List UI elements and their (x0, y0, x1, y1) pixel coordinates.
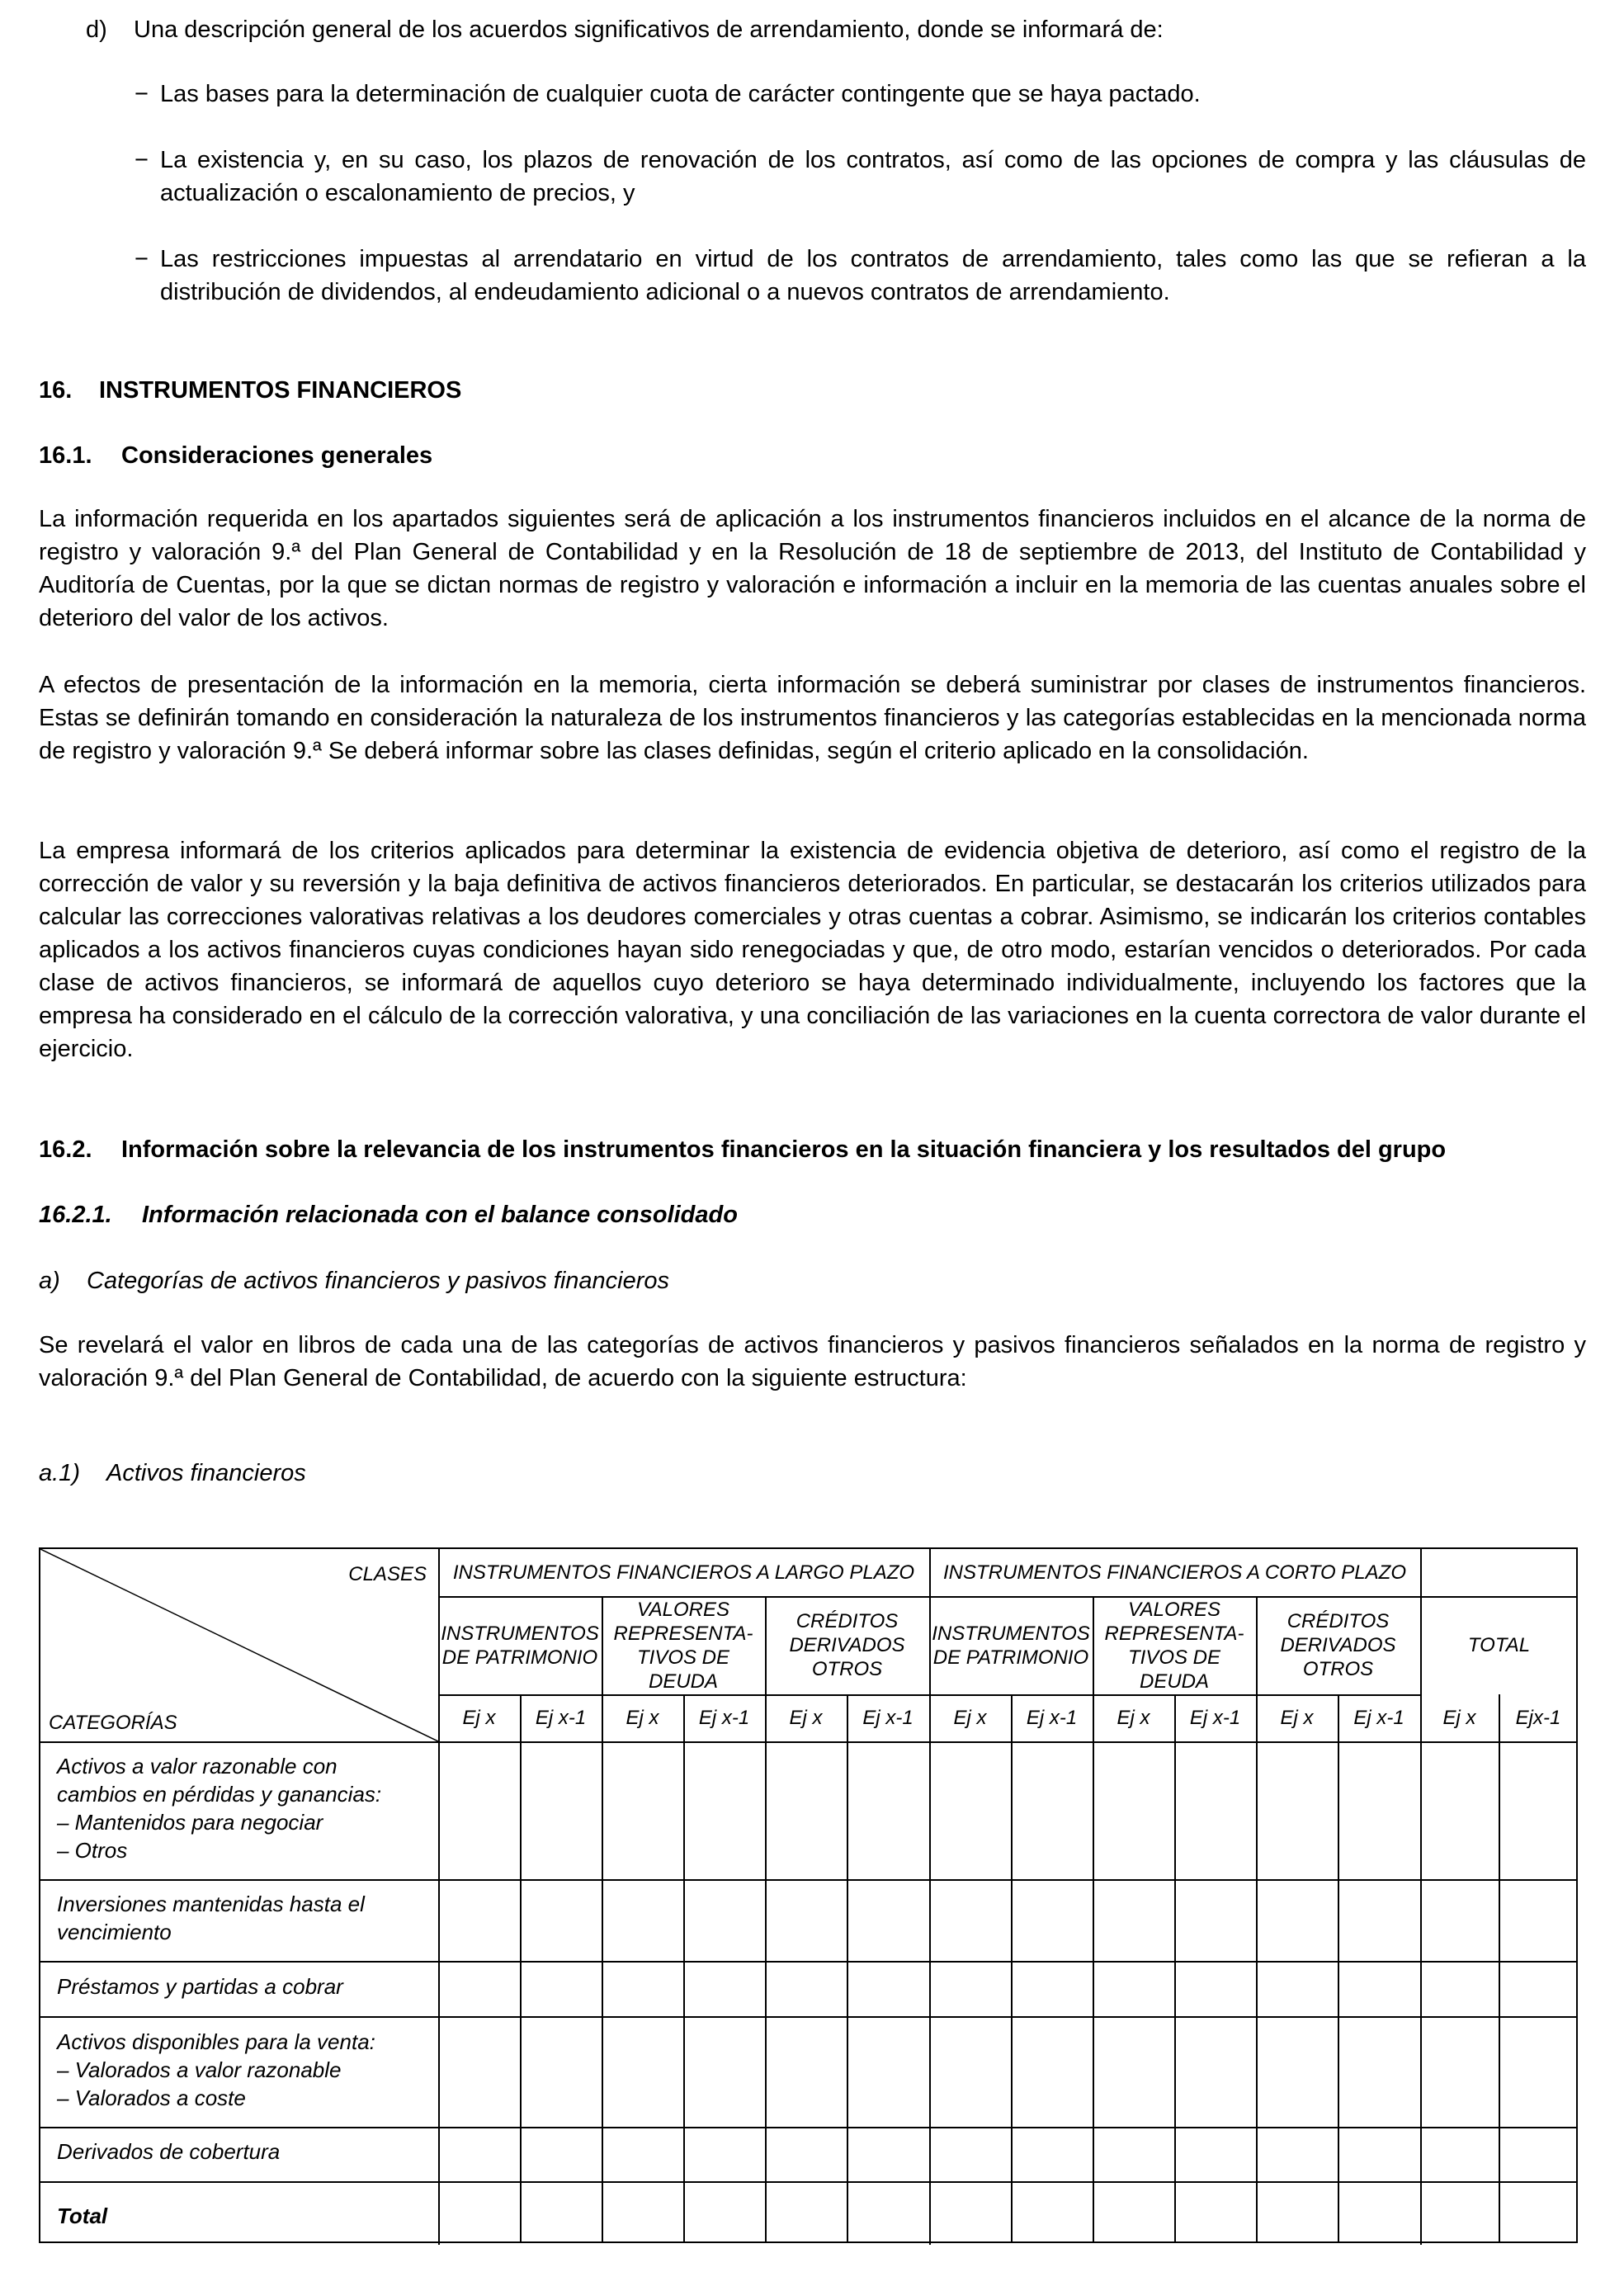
paragraph: La empresa informará de los criterios aplicados para determinar la existencia de evidencia objetiva de deterioro, así como el registro de la corrección de valor y su reversión y la baja definitiva de activos financieros deteriorados. En particular, se destacarán los criterios utilizados para calcular las correcciones valorativas relativas a los deudores comerciales y otras cuentas a cobrar. Asimismo, se indicarán los criterios contables aplicados a los activos financieros cuyas condiciones hayan sido renegociadas y que, de otro modo, estarían vencidos o deteriorados. Por cada clase de activos financieros, se informará de aquellos cuyo deterioro se haya determinado individualmente, incluyendo los factores que la empresa ha considerado en el cálculo de la corrección valorativa, y una conciliación de las variaciones en la cuenta correctora de valor durante el ejercicio. (39, 838, 1586, 1062)
section-title: Consideraciones generales (121, 442, 433, 469)
subsection-title: Categorías de activos financieros y pasivos financieros (87, 1268, 670, 1294)
subsection-title: Activos financieros (106, 1460, 306, 1486)
year-label: Ej x (789, 1707, 823, 1729)
section-heading-16-1 (39, 439, 432, 472)
subheader-line: INSTRUMENTOS (932, 1622, 1090, 1645)
grid-line (1420, 1549, 1422, 2245)
row-label-total (57, 2202, 107, 2230)
subheader-line: DE PATRIMONIO (441, 1646, 598, 1669)
row-label-line: Activos disponibles para la venta: (57, 2029, 375, 2054)
grid-line (520, 1694, 522, 2243)
row-label-line: – Valorados a coste (57, 2086, 246, 2110)
grid-line (40, 2181, 1578, 2183)
subheader-line: TIVOS DE DEUDA (1127, 1646, 1221, 1693)
paragraph: Se revelará el valor en libros de cada una de las categorías de activos financieros y pasivos financieros señalados en la norma de registro y valoración 9.ª del Plan General de Contabilidad, de acuerdo con la siguiente estructura: (39, 1332, 1586, 1391)
group-header-short-term: INSTRUMENTOS FINANCIEROS A CORTO PLAZO (943, 1561, 1406, 1584)
subheader-line: TIVOS DE DEUDA (636, 1646, 730, 1693)
year-label: Ej x-1 (1353, 1707, 1404, 1729)
section-heading-16-2-1 (39, 1198, 738, 1231)
subheader-line: REPRESENTA- (1104, 1622, 1244, 1645)
grid-line (683, 1694, 685, 2243)
section-number: 16. (39, 377, 73, 404)
subheader-creditos (1256, 1596, 1420, 1694)
paragraph: A efectos de presentación de la información en la memoria, cierta información se deberá suministrar por clases de instrumentos financieros. Estas se definirán tomando en consideración la naturaleza de los instrumentos financieros y las categorías establecidas en la mencionada norma de registro y valoración 9.ª Se deberá informar sobre las clases definidas, según el criterio aplicado en la consolidación. (39, 672, 1586, 764)
grid-line (438, 1596, 1578, 1598)
dash-mark: − (135, 147, 149, 173)
section-number: 16.1. (39, 442, 92, 469)
row-label-line: Inversiones mantenidas hasta el (57, 1892, 365, 1916)
corner-categorias-label: CATEGORÍAS (49, 1711, 177, 1734)
year-label: Ej x (953, 1707, 987, 1729)
list-text: Una descripción general de los acuerdos significativos de arrendamiento, donde se informará de: (134, 17, 1164, 43)
row-label-line: vencimiento (57, 1920, 172, 1944)
row-label-line: Derivados de cobertura (57, 2139, 281, 2164)
row-label-line: Total (57, 2204, 108, 2228)
subheader-patrimonio (438, 1596, 602, 1694)
subheader-line: INSTRUMENTOS (441, 1622, 599, 1645)
year-label: Ej x (1280, 1707, 1314, 1729)
dash-item (135, 243, 1586, 309)
subheader-line: DERIVADOS (789, 1634, 905, 1656)
dash-mark: − (135, 246, 149, 272)
subheader-line: REPRESENTA- (613, 1622, 753, 1645)
subheader-valores (602, 1596, 765, 1694)
subheader-valores (1093, 1596, 1256, 1694)
dash-item (135, 144, 1586, 210)
year-label: Ej x (626, 1707, 659, 1729)
subsection-label: a) (39, 1268, 60, 1294)
grid-line (1093, 1596, 1094, 2243)
subsection-label: a.1) (39, 1460, 80, 1486)
list-label: d) (86, 17, 107, 43)
year-label: Ej x (1116, 1707, 1150, 1729)
subheader-line: VALORES (1127, 1598, 1221, 1621)
dash-item (135, 78, 1586, 111)
grid-line (847, 1694, 848, 2243)
grid-line (929, 1549, 931, 2245)
year-label: Ej x-1 (1026, 1707, 1078, 1729)
grid-line (602, 1596, 603, 2243)
row-label-hedging-derivatives (57, 2137, 280, 2166)
section-number: 16.2. (39, 1136, 92, 1163)
section-title: Información sobre la relevancia de los instrumentos financieros en la situación financiera y los resultados del grupo (121, 1136, 1447, 1163)
grid-line (40, 1961, 1578, 1963)
subheader-line: DERIVADOS (1280, 1634, 1396, 1656)
subheader-line: CRÉDITOS (795, 1610, 899, 1632)
year-label: Ej x-1 (862, 1707, 914, 1729)
grid-line (1174, 1694, 1176, 2243)
grid-line (40, 1741, 1578, 1743)
total-header: TOTAL (1467, 1634, 1531, 1656)
subheader-patrimonio (929, 1596, 1093, 1694)
section-title: INSTRUMENTOS FINANCIEROS (99, 377, 462, 404)
year-label: Ej x (1442, 1707, 1476, 1729)
grid-line (1011, 1694, 1013, 2243)
year-label: Ej x (462, 1707, 496, 1729)
subheader-line: VALORES (636, 1598, 730, 1621)
corner-clases-label: CLASES (348, 1562, 427, 1585)
row-label-line: – Otros (57, 1838, 128, 1863)
grid-line (765, 1596, 767, 2243)
row-label-line: Préstamos y partidas a cobrar (57, 1974, 343, 1999)
subheader-line: CRÉDITOS (1286, 1610, 1390, 1632)
grid-line (40, 2127, 1578, 2128)
year-label: Ej x-1 (1189, 1707, 1241, 1729)
row-label-line: cambios en pérdidas y ganancias: (57, 1782, 382, 1807)
dash-text: Las restricciones impuestas al arrendatario en virtud de los contratos de arrendamiento, tales como las que se refieran a la distribución de dividendos, al endeudamiento adicional o a nuevos contratos de arrendamiento. (160, 246, 1586, 305)
section-heading-16 (39, 374, 461, 407)
row-label-line: – Mantenidos para negociar (57, 1810, 323, 1835)
subheader-line: OTROS (811, 1658, 883, 1680)
subheader-creditos (765, 1596, 929, 1694)
dash-text: Las bases para la determinación de cualquier cuota de carácter contingente que se haya pactado. (160, 81, 1201, 107)
grid-line (1256, 1596, 1258, 2243)
subheader-line: OTROS (1302, 1658, 1374, 1680)
section-title: Información relacionada con el balance consolidado (142, 1202, 738, 1228)
financial-assets-table (39, 1547, 1578, 2243)
grid-line (438, 1549, 440, 2245)
paragraph: La información requerida en los apartados siguientes será de aplicación a los instrumentos financieros incluidos en el alcance de la norma de registro y valoración 9.ª del Plan General de Contabilidad y en la Resolución de 18 de septiembre de 2013, del Instituto de Contabilidad y Auditoría de Cuentas, por la que se dictan normas de registro y valoración e información a incluir en la memoria de las cuentas anuales sobre el deterioro del valor de los activos. (39, 506, 1586, 631)
subheader-line: DE PATRIMONIO (932, 1646, 1089, 1669)
grid-line (1338, 1694, 1339, 2243)
row-label-line: – Valorados a valor razonable (57, 2057, 342, 2082)
subsection-heading-a (39, 1264, 669, 1297)
group-header-long-term: INSTRUMENTOS FINANCIEROS A LARGO PLAZO (452, 1561, 915, 1584)
year-label: Ej x-1 (698, 1707, 750, 1729)
row-label-loans-receivables (57, 1972, 343, 2000)
grid-line (40, 2016, 1578, 2018)
subsection-heading-a1 (39, 1457, 306, 1490)
section-heading-16-2 (39, 1133, 1446, 1166)
grid-line (1499, 1694, 1500, 2243)
section-number: 16.2.1. (39, 1202, 112, 1228)
row-label-held-to-maturity (57, 1890, 365, 1946)
dash-text: La existencia y, en su caso, los plazos de renovación de los contratos, así como de las opciones de compra y las cláusulas de actualización o escalonamiento de precios, y (160, 147, 1586, 206)
dash-mark: − (135, 81, 149, 107)
year-label: Ejx-1 (1515, 1707, 1561, 1729)
row-label-available-for-sale (57, 2028, 375, 2112)
row-label-fair-value (57, 1752, 381, 1864)
grid-line (40, 1879, 1578, 1881)
row-label-line: Activos a valor razonable con (57, 1754, 338, 1778)
year-label: Ej x-1 (535, 1707, 587, 1729)
